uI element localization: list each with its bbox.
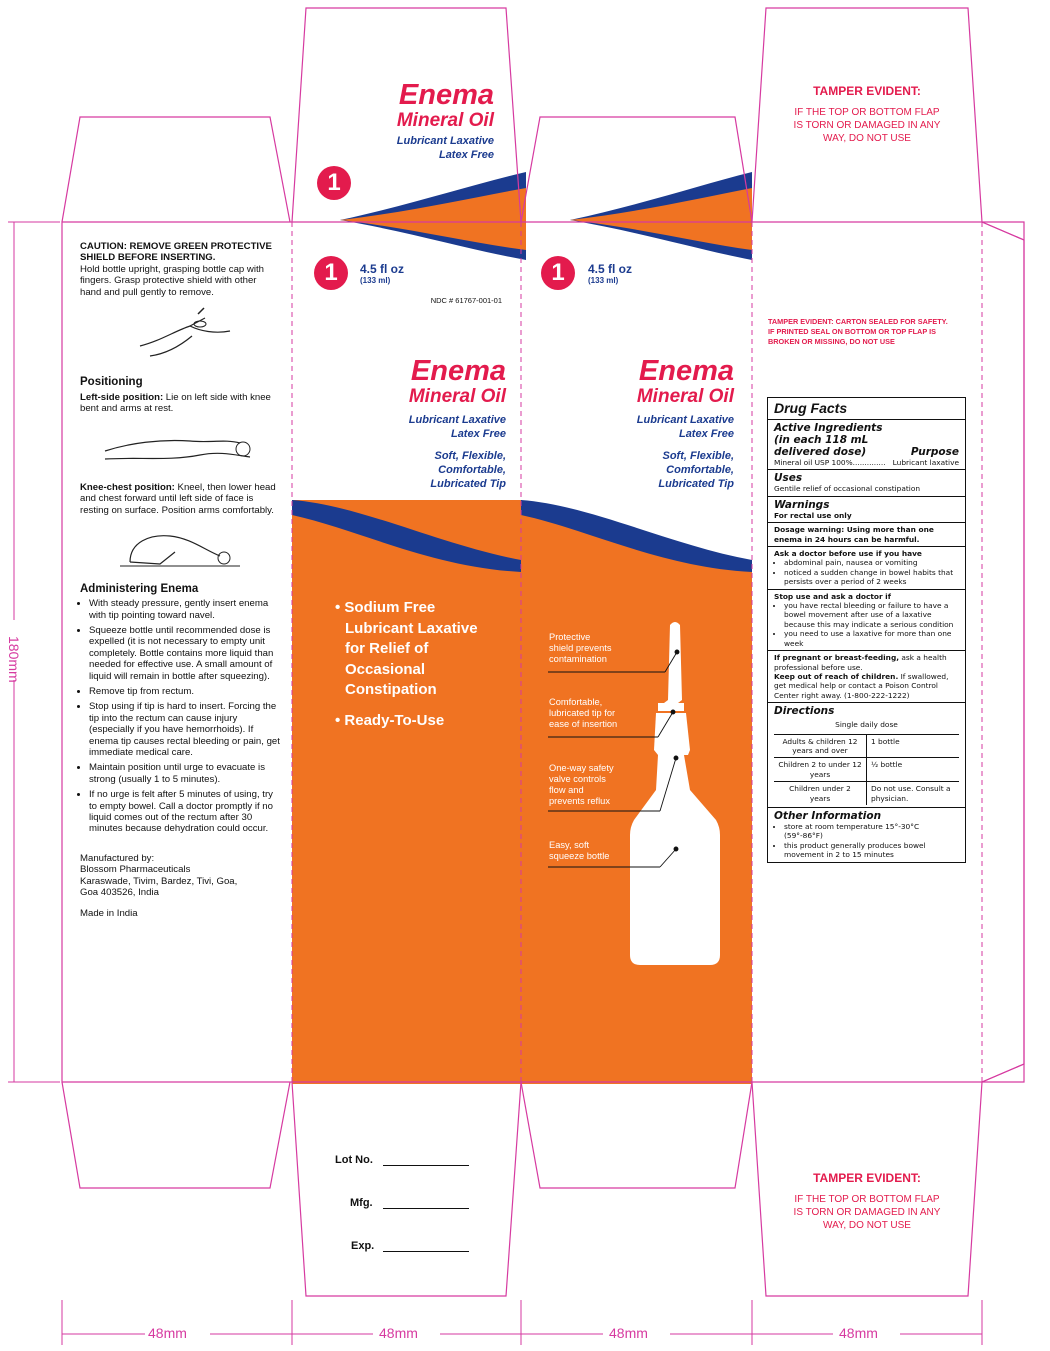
tip-feature: Lubricated Tip — [430, 478, 506, 490]
callout-valve — [549, 763, 614, 807]
rectal-only: For rectal use only — [774, 510, 852, 520]
table-cell: 1 bottle — [867, 734, 960, 758]
pregnancy-section — [768, 650, 965, 702]
bottle-tip-shape — [664, 622, 682, 710]
active-ingredients-section — [768, 419, 965, 469]
product-line2: Latex Free — [450, 428, 506, 440]
side-brand — [550, 356, 734, 491]
active-title: Active Ingredients — [774, 422, 883, 434]
drug-facts-panel — [767, 397, 966, 863]
tip-feature: Lubricated Tip — [658, 478, 734, 490]
tamper-small-line: TAMPER EVIDENT: CARTON SEALED FOR SAFETY. — [768, 317, 948, 326]
size-floz: 4.5 fl oz — [588, 262, 633, 276]
tamper-text — [770, 106, 964, 145]
width-dimension-1: 48mm — [148, 1325, 187, 1341]
callout-line: flow and — [549, 785, 584, 795]
ndc-number: NDC # 61767-001-01 — [430, 296, 502, 305]
lot-label: Lot No. — [335, 1154, 373, 1166]
left-side-label: Left-side position: — [80, 391, 164, 403]
list-item: • you have rectal bleeding or failure to have a bowel movement after use of a laxative because this may indicate a serious condition — [784, 601, 959, 629]
count-badge-side: 1 — [541, 256, 575, 290]
table-row — [774, 758, 959, 782]
product-name: Mineral Oil — [408, 386, 506, 407]
ask-doctor-title: Ask a doctor before use if you have — [774, 549, 922, 559]
directions-title: Directions — [774, 705, 835, 718]
width-dimension-2: 48mm — [379, 1325, 418, 1341]
knee-chest-text: Kneel, then lower head and chest forward until left side of face is resting on surface. Position arms comfortably. — [80, 482, 276, 516]
warnings-title: Warnings — [774, 498, 830, 511]
claim-line: Constipation — [345, 681, 437, 698]
product-name: Mineral Oil — [636, 386, 734, 407]
purpose-title: Purpose — [910, 446, 959, 458]
list-item: • abdominal pain, nausea or vomiting — [784, 558, 959, 567]
dose-header: Single daily dose — [835, 720, 898, 730]
administering-list — [80, 598, 280, 835]
drug-facts-title: Drug Facts — [774, 400, 848, 416]
width-dimension-3: 48mm — [609, 1325, 648, 1341]
stop-title: Stop use and ask a doctor if — [774, 591, 891, 601]
made-in: Made in India — [80, 908, 138, 920]
size-ml: (133 ml) — [588, 276, 619, 285]
brand-name: Enema — [638, 355, 734, 387]
claim-line: • Sodium Free — [335, 599, 436, 616]
front-brand — [320, 356, 506, 491]
instructions-panel — [80, 241, 280, 920]
uses-title: Uses — [774, 472, 803, 485]
tamper-line: IS TORN OR DAMAGED IN ANY — [793, 120, 941, 131]
count-badge-top: 1 — [317, 166, 351, 200]
manufacturer-address-2: Goa 403526, India — [80, 887, 159, 899]
tip-feature: Soft, Flexible, — [662, 450, 734, 462]
size-floz: 4.5 fl oz — [360, 262, 405, 276]
list-item: • With steady pressure, gently insert enema with tip pointing toward navel. — [89, 598, 280, 621]
product-line2: Latex Free — [438, 149, 494, 161]
callout-line: shield prevents — [549, 643, 612, 653]
stop-use-section — [768, 589, 965, 650]
product-line1: Lubricant Laxative — [396, 135, 494, 147]
claim-line: for Relief of — [345, 640, 429, 657]
callout-line: Comfortable, — [549, 697, 603, 707]
uses-section — [768, 469, 965, 495]
callout-shield — [549, 632, 612, 665]
front-orange-wave — [292, 500, 521, 1084]
height-dimension: 180mm — [6, 636, 22, 683]
callout-bottle — [549, 840, 609, 862]
brand-name: Enema — [398, 79, 494, 111]
tamper-line: IF THE TOP OR BOTTOM FLAP — [794, 107, 940, 118]
list-item: • Maintain position until urge to evacuate is strong (usually 1 to 5 minutes). — [89, 762, 280, 785]
top-flap-brand — [340, 80, 494, 162]
pregnant-text: ask a health professional before use. — [774, 653, 947, 672]
callout-line: lubricated tip for — [549, 708, 616, 718]
tamper-small-line: BROKEN OR MISSING, DO NOT USE — [768, 337, 895, 346]
size-side — [588, 262, 632, 285]
product-line2: Latex Free — [678, 428, 734, 440]
callout-line: valve controls — [549, 774, 606, 784]
table-row — [774, 782, 959, 805]
callout-line: Protective — [549, 632, 591, 642]
exp-date-label — [351, 1240, 374, 1252]
ingredient: Mineral oil USP 100% — [774, 458, 853, 467]
product-line1: Lubricant Laxative — [636, 414, 734, 426]
other-info-section — [768, 807, 965, 862]
list-item: • Squeeze bottle until recommended dose is expelled (it is not necessary to empty unit completely. Bottle contains more liquid than needed for effective use. A small amount of liquid will remain in bottle after squeezing). — [89, 625, 280, 682]
tamper-line: IF THE TOP OR BOTTOM FLAP — [794, 1194, 940, 1205]
table-cell: Children under 2 years — [774, 782, 867, 805]
directions-section — [768, 702, 965, 807]
count-badge-front: 1 — [314, 256, 348, 290]
tamper-title: TAMPER EVIDENT: — [813, 84, 921, 98]
tamper-small-line: IF PRINTED SEAL ON BOTTOM OR TOP FLAP IS — [768, 327, 936, 336]
manufacturer-address-1: Karaswade, Tivim, Bardez, Tivi, Goa, — [80, 875, 238, 887]
callout-line: contamination — [549, 654, 607, 664]
other-title: Other Information — [774, 809, 882, 822]
callout-tip — [549, 697, 617, 730]
tip-feature: Comfortable, — [438, 464, 506, 476]
manufactured-by: Manufactured by: — [80, 852, 155, 864]
tip-feature: Soft, Flexible, — [434, 450, 506, 462]
active-title: (in each 118 mL — [774, 434, 869, 446]
warnings-section — [768, 496, 965, 522]
callout-line: One-way safety — [549, 763, 614, 773]
caution-text: Hold bottle upright, grasping bottle cap with fingers. Grasp protective shield with other hand and pull gently to remove. — [80, 263, 264, 298]
callout-line: ease of insertion — [549, 719, 618, 729]
left-side-text: Lie on left side with knee bent and arms at rest. — [80, 391, 271, 415]
remove-shield-illustration — [130, 306, 240, 366]
tamper-title: TAMPER EVIDENT: — [813, 1171, 921, 1185]
lot-number-label — [335, 1154, 373, 1166]
dot-leader: .............. — [852, 458, 886, 467]
caution-title: CAUTION: REMOVE GREEN PROTECTIVE SHIELD BEFORE INSERTING. — [80, 241, 272, 264]
list-item: • Remove tip from rectum. — [89, 686, 280, 697]
table-row — [774, 734, 959, 758]
size-front — [360, 262, 404, 285]
table-cell: Do not use. Consult a physician. — [867, 782, 960, 805]
product-name: Mineral Oil — [396, 110, 494, 131]
ask-doctor-section — [768, 546, 965, 589]
keep-bold: Keep out of reach of children. — [774, 671, 899, 681]
knee-chest-position-illustration — [120, 522, 240, 572]
tamper-line: WAY, DO NOT USE — [823, 133, 911, 144]
purpose: Lubricant laxative — [892, 458, 959, 467]
mfg-label: Mfg. — [350, 1197, 373, 1209]
mfg-date-label — [350, 1197, 373, 1209]
tamper-top-flap — [770, 84, 964, 145]
keep-text: If swallowed, get medical help or contact a Poison Control Center right away. (1-800-222-1222) — [774, 671, 949, 700]
tamper-line: IS TORN OR DAMAGED IN ANY — [793, 1207, 941, 1218]
callout-line: Easy, soft — [549, 840, 590, 850]
claim-line: Occasional — [345, 660, 426, 678]
bottle-shield-shape — [658, 703, 684, 711]
table-cell: Children 2 to under 12 years — [774, 758, 867, 782]
tip-feature: Comfortable, — [666, 464, 734, 476]
tamper-small-notice — [768, 317, 968, 347]
exp-label: Exp. — [351, 1240, 375, 1252]
brand-name: Enema — [410, 355, 506, 387]
claim-line: Lubricant Laxative — [345, 619, 478, 637]
tamper-line: WAY, DO NOT USE — [823, 1220, 911, 1231]
uses-text: Gentile relief of occasional constipation — [774, 484, 921, 494]
callout-line: prevents reflux — [549, 796, 610, 806]
positioning-title: Positioning — [80, 376, 143, 389]
pregnant-bold: If pregnant or breast-feeding, — [774, 653, 900, 663]
list-item: • If no urge is felt after 5 minutes of using, try to empty bowel. Call a doctor promptly if no liquid comes out of the rectum after 30 minutes because dehydration could occur. — [89, 789, 280, 835]
active-title: delivered dose) — [774, 446, 867, 458]
callout-line: squeeze bottle — [549, 851, 610, 861]
dosage-warning: Dosage warning: Using more than one enema in 24 hours can be harmful. — [768, 522, 965, 546]
front-claims — [335, 598, 515, 731]
width-dimension-4: 48mm — [839, 1325, 878, 1341]
list-item: • this product generally produces bowel movement in 2 to 15 minutes — [784, 841, 959, 860]
tamper-text — [770, 1193, 964, 1232]
administering-title: Administering Enema — [80, 582, 199, 595]
tamper-bottom-flap — [770, 1171, 964, 1232]
bottle-body-shape — [630, 755, 720, 965]
product-line1: Lubricant Laxative — [408, 414, 506, 426]
manufacturer-name: Blossom Pharmaceuticals — [80, 864, 191, 876]
claim-line: • Ready-To-Use — [335, 711, 445, 729]
list-item: • Stop using if tip is hard to insert. Forcing the tip into the rectum can cause injury (especially if you have hemorrhoids). If enema tip causes rectal bleeding or pain, get immediate medical care. — [89, 701, 280, 758]
list-item: • noticed a sudden change in bowel habits that persists over a period of 2 weeks — [784, 568, 959, 587]
knee-chest-label: Knee-chest position: — [80, 482, 175, 494]
table-cell: Adults & children 12 years and over — [774, 734, 867, 758]
size-ml: (133 ml) — [360, 276, 391, 285]
table-cell: ½ bottle — [867, 758, 960, 782]
list-item: • you need to use a laxative for more than one week — [784, 629, 959, 648]
list-item: • store at room temperature 15°-30°C (59°-86°F) — [784, 822, 959, 841]
dose-table — [774, 734, 959, 805]
left-side-position-illustration — [100, 421, 260, 471]
